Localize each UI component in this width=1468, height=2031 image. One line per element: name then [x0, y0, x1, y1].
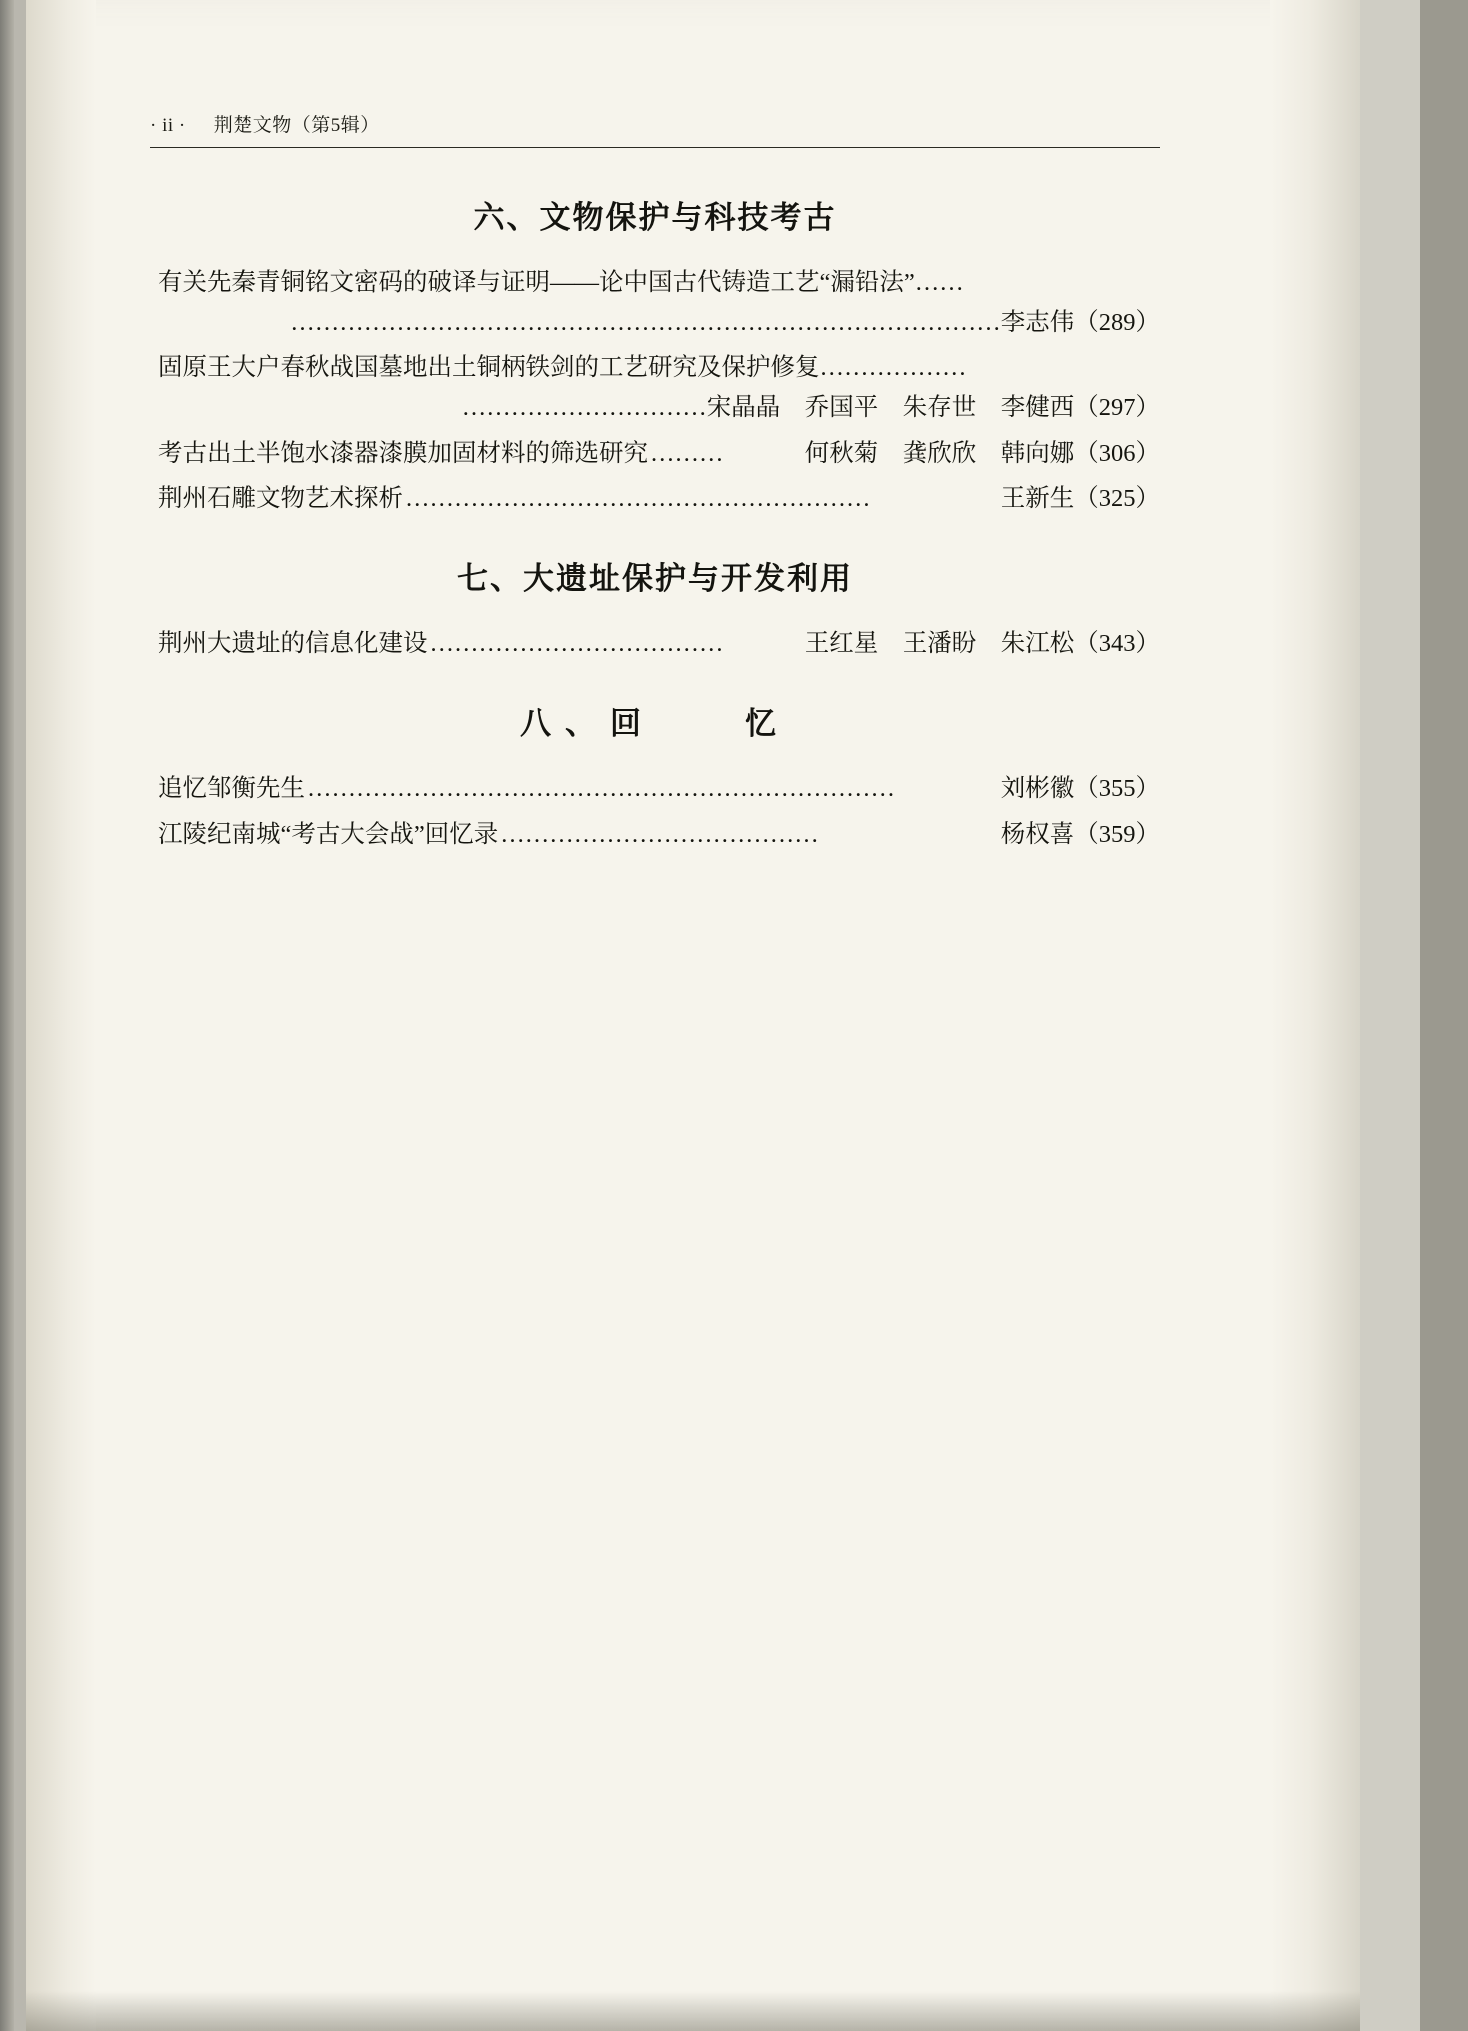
leader-dots: …………………………………	[500, 820, 819, 848]
running-head	[150, 110, 1160, 145]
toc-entry-page: （297）	[1074, 394, 1160, 422]
section-heading-8: 八、回 忆	[520, 705, 790, 741]
toc-entry-page: （355）	[1074, 774, 1160, 802]
leader-dots: ………	[650, 439, 724, 467]
toc-entry-tail	[805, 434, 1160, 474]
leader-dots: …………………………	[461, 394, 707, 422]
toc-entry[interactable]	[150, 348, 1160, 427]
section-heading-7: 七、大遗址保护与开发利用	[457, 561, 853, 597]
toc-entry-title: 固原王大户春秋战国墓地出土铜柄铁剑的工艺研究及保护修复………………	[158, 354, 967, 382]
toc-entry-title: 荆州大遗址的信息化建设	[158, 630, 428, 658]
toc-entry-authors: 李志伟	[1000, 308, 1075, 336]
toc-entry-page: （306）	[1074, 439, 1160, 467]
toc-entry-title: 荆州石雕文物艺术探析	[158, 485, 403, 513]
leader-dots: ………………………………	[429, 630, 724, 658]
toc-entry-tail	[150, 303, 1160, 343]
toc-entry-authors: 王新生	[1000, 485, 1075, 513]
toc-entry-page: （343）	[1074, 630, 1160, 658]
toc-entry-title: 江陵纪南城“考古大会战”回忆录	[158, 820, 499, 848]
book-title: 荆楚文物（第5辑）	[213, 115, 380, 136]
leader-dots: ……………………………………………………………………………	[290, 308, 1001, 336]
toc-entry-authors: 何秋菊 龚欣欣 韩向娜	[804, 439, 1075, 467]
toc-entry-title: 追忆邹衡先生	[158, 774, 305, 802]
toc-entry-authors: 王红星 王潘盼 朱江松	[804, 630, 1075, 658]
toc-entry-page: （289）	[1074, 308, 1160, 336]
toc-entry[interactable]	[150, 815, 1160, 855]
toc-entry-page: （359）	[1074, 820, 1160, 848]
toc-entry-tail	[1001, 479, 1160, 519]
leader-dots: ………………………………………………………………	[307, 774, 895, 802]
header-rule	[150, 147, 1160, 148]
toc-entry[interactable]	[150, 769, 1160, 809]
toc-entry-tail	[1001, 815, 1160, 855]
page-bottom-shadow	[26, 1991, 1360, 2031]
toc-entry-tail	[150, 388, 1160, 428]
toc-entry-authors: 刘彬徽	[1000, 774, 1075, 802]
leader-dots: …………………………………………………	[405, 485, 871, 513]
toc-entry-authors: 宋晶晶 乔国平 朱存世 李健西	[706, 394, 1075, 422]
section-heading-6: 六、文物保护与科技考古	[473, 200, 837, 235]
toc-entry-page: （325）	[1074, 485, 1160, 513]
toc-entry[interactable]	[150, 479, 1160, 519]
toc-entry-tail	[805, 624, 1160, 664]
toc-entry-tail	[1001, 769, 1160, 809]
toc-entry[interactable]	[150, 624, 1160, 664]
page-content	[150, 110, 1160, 860]
toc-entry-title: 有关先秦青铜铭文密码的破译与证明——论中国古代铸造工艺“漏铅法”……	[158, 269, 964, 296]
toc-entry-authors: 杨权喜	[1000, 820, 1075, 848]
book-gutter-edge	[0, 0, 14, 2031]
toc-entry[interactable]	[150, 434, 1160, 474]
folio-number: · ii ·	[150, 115, 186, 136]
toc-entry-title: 考古出土半饱水漆器漆膜加固材料的筛选研究	[158, 439, 648, 467]
toc-entry[interactable]	[150, 263, 1160, 342]
